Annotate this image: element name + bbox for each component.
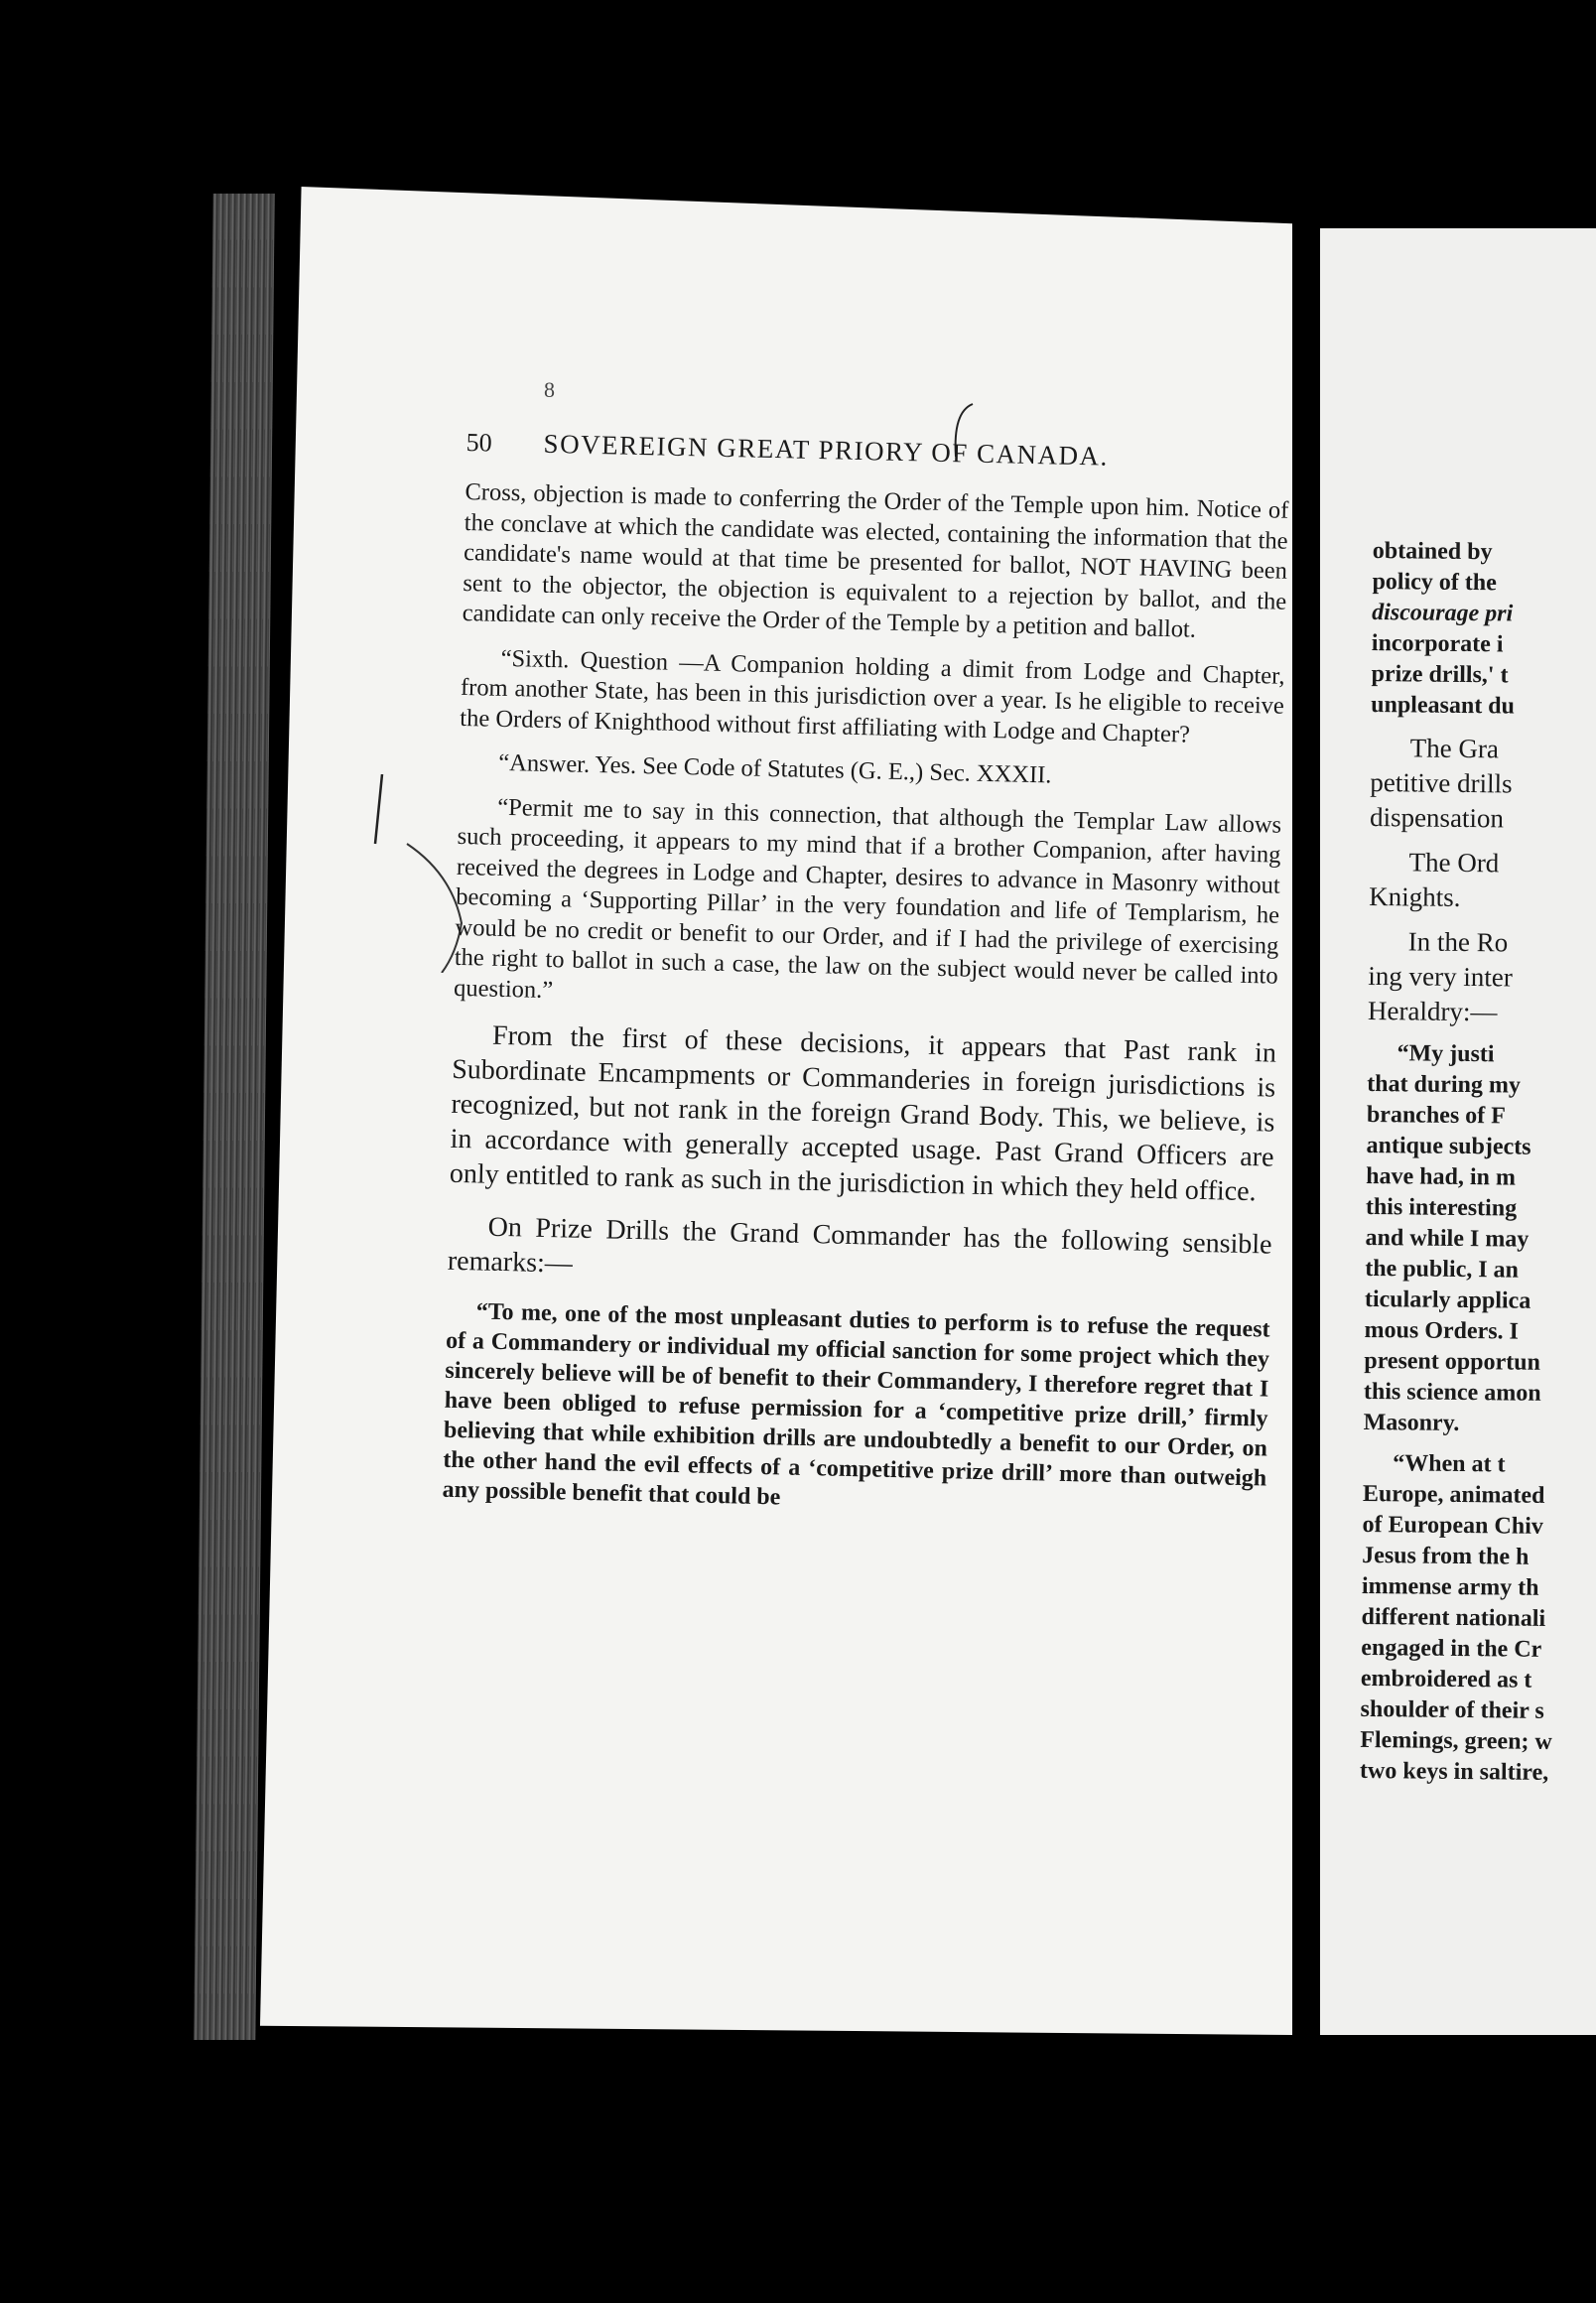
running-head: SOVEREIGN GREAT PRIORY OF CANADA.	[543, 428, 1110, 472]
right-line: immense army th	[1361, 1572, 1539, 1601]
pencil-page-mark: 8	[544, 377, 555, 402]
right-line: engaged in the Cr	[1361, 1634, 1542, 1663]
right-line: Heraldry:—	[1367, 995, 1498, 1027]
left-page-text	[442, 427, 1290, 1538]
right-line: The Ord	[1408, 847, 1500, 879]
right-line: that during my	[1367, 1070, 1522, 1099]
right-line: policy of the	[1372, 568, 1497, 597]
right-line: ing very inter	[1368, 960, 1513, 993]
right-line: two keys in saltire,	[1359, 1757, 1549, 1786]
right-line: unpleasant du	[1371, 691, 1516, 720]
right-line: prize drills,' t	[1371, 660, 1509, 689]
right-line: petitive drills	[1370, 766, 1513, 799]
right-line: present opportun	[1364, 1347, 1541, 1376]
page-gutter	[1292, 218, 1320, 2045]
right-line: embroidered as t	[1360, 1665, 1532, 1693]
right-line: incorporate i	[1371, 629, 1504, 658]
right-line: shoulder of their s	[1360, 1695, 1544, 1724]
paragraph-sixth-question: “Sixth. Question —A Companion holding a dimit from Lodge and Chapter, from another State, has been in this jurisdiction over a year. Is he eligible to receive the Orders of Knighthood without first affiliating with Lodge and Chapter?	[460, 644, 1285, 748]
right-line: obtained by	[1372, 537, 1493, 566]
right-line: different nationali	[1361, 1603, 1546, 1632]
right-line: Jesus from the h	[1362, 1542, 1530, 1570]
paragraph-prize-drills-intro: On Prize Drills the Grand Commander has the following sensible remarks:—	[447, 1211, 1272, 1280]
right-line: Flemings, green; w	[1360, 1726, 1552, 1755]
book-spine	[194, 194, 274, 2040]
right-line: In the Ro	[1407, 926, 1509, 958]
right-line: ticularly applica	[1364, 1286, 1531, 1314]
right-line: and while I may	[1365, 1224, 1530, 1253]
paragraph-decisions: From the first of these decisions, it appears that Past rank in Subordinate Encampments or Commanderies in foreign jurisdictions is recognized, but not rank in the foreign Grand Body. This, we believe, is in accordance with generally accepted usage. Past Grand Officers are only entitled to rank as such in the jurisdiction in which they held office.	[449, 1019, 1277, 1208]
right-line: this science amon	[1363, 1378, 1541, 1407]
right-line: branches of F	[1366, 1101, 1507, 1130]
right-line: antique subjects	[1366, 1132, 1531, 1160]
paragraph-prize-drills-quote: “To me, one of the most unpleasant duties to perform is to refuse the request of a Commandery or individual my official sanction for some project which they sincerely believe will be of benefit to their Commandery, I therefore regret that I have been obliged to refuse permission for a ‘competitive prize drill,’ firmly believing that while exhibition drills are undoubtedly a benefit to our Order, on the other hand the evil effects of a ‘competitive prize drill’ more than outweigh any possible benefit that could be	[442, 1298, 1270, 1511]
right-line: mous Orders. I	[1364, 1316, 1520, 1345]
page-number: 50	[466, 427, 492, 458]
paragraph-answer: “Answer. Yes. See Code of Statutes (G. E.,) Sec. XXXII.	[498, 748, 1052, 789]
right-line: this interesting	[1365, 1193, 1518, 1222]
paragraph-1: Cross, objection is made to conferring the Order of the Temple upon him. Notice of the conclave at which the candidate was elected, containing the information that the candidate's name would at that time be presented for ballot, NOT HAVING been sent to the objector, the objection is equivalent to a rejection by ballot, and the candidate can only receive the Order of the Temple by a petition and ballot.	[462, 477, 1289, 643]
right-line: discourage pri	[1372, 599, 1514, 627]
right-line: Knights.	[1369, 881, 1461, 912]
right-page-text	[1360, 536, 1596, 1789]
paragraph-permit: “Permit me to say in this connection, that although the Templar Law allows such proceeding, it appears to my mind that if a brother Companion, after having received the degrees in Lodge and Chapter, desires to advance in Masonry without becoming a ‘Supporting Pillar’ in the very foundation and life of Templarism, he would be no credit or benefit to our Order, and if I had the privilege of exercising the right to ballot in such a case, the law on the subject would never be called into question.”	[453, 793, 1282, 1004]
right-line: of European Chiv	[1362, 1511, 1543, 1540]
right-line: “When at t	[1393, 1450, 1506, 1478]
right-line: dispensation	[1369, 801, 1505, 834]
right-line: The Gra	[1409, 733, 1500, 764]
right-line: “My justi	[1396, 1040, 1495, 1068]
right-line: Masonry.	[1363, 1409, 1460, 1436]
right-line: the public, I an	[1365, 1255, 1520, 1284]
right-line: Europe, animated	[1362, 1480, 1545, 1509]
right-line: have had, in m	[1366, 1162, 1517, 1191]
